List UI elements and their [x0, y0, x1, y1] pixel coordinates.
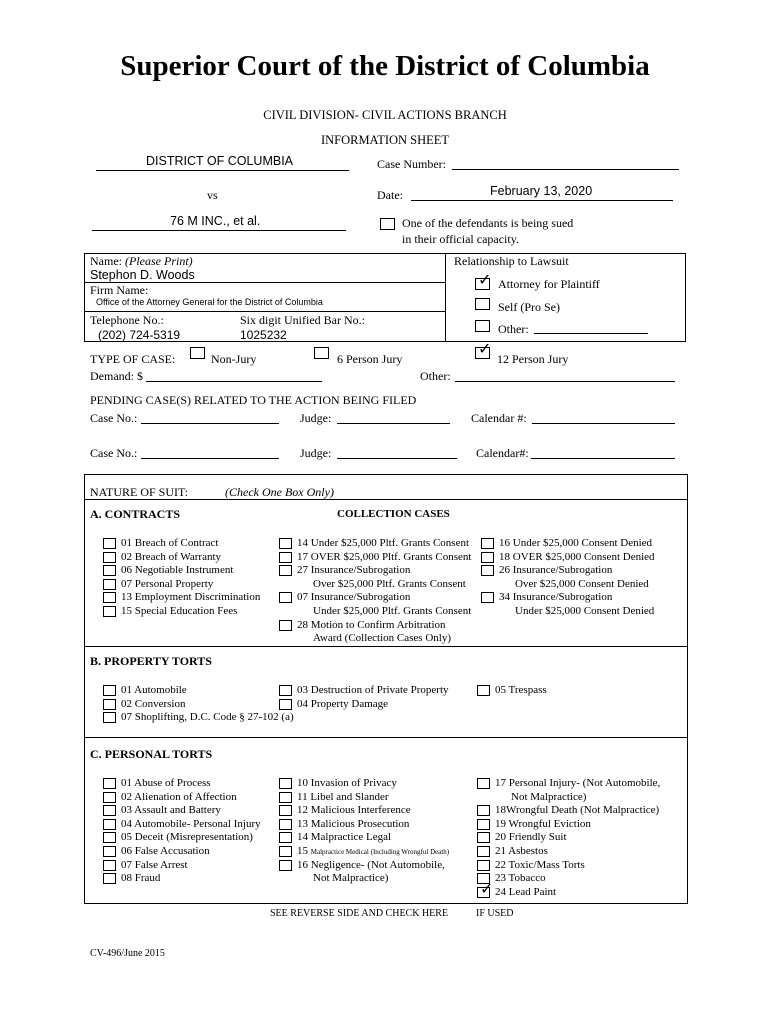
personal-col1 — [103, 777, 261, 886]
suit-checkbox[interactable] — [279, 832, 292, 843]
other-field[interactable] — [534, 333, 648, 334]
suit-checkbox[interactable] — [103, 538, 116, 549]
suit-option[interactable] — [279, 804, 449, 818]
suit-option-label: 17 Personal Injury- (Not Automobile, — [495, 777, 661, 789]
suit-option-label: 06 Negotiable Instrument — [121, 564, 234, 577]
non-jury-label: Non-Jury — [211, 352, 257, 366]
calendar-field[interactable] — [532, 423, 675, 424]
suit-option-label: 28 Motion to Confirm Arbitration — [297, 618, 446, 631]
suit-option[interactable] — [481, 591, 655, 605]
suit-option[interactable] — [103, 845, 261, 859]
suit-option[interactable] — [477, 804, 660, 818]
suit-option-label: 14 Under $25,000 Pltf. Grants Consent — [297, 537, 470, 549]
nature-label: NATURE OF SUIT: — [90, 485, 189, 499]
suit-option[interactable] — [279, 564, 471, 578]
phone-field[interactable]: (202) 724-5319 — [98, 328, 181, 342]
property-col1 — [103, 684, 294, 725]
suit-checkbox[interactable] — [279, 685, 292, 696]
suit-option[interactable] — [103, 698, 294, 712]
suit-option — [279, 872, 449, 886]
phone-label: Telephone No.: — [90, 313, 164, 327]
official-capacity-checkbox[interactable] — [380, 218, 395, 230]
suit-option-label: 15 Special Education Fees — [121, 604, 238, 617]
suit-option-label: 04 Property Damage — [297, 697, 389, 710]
suit-checkbox[interactable] — [279, 538, 292, 549]
personal-col3 — [477, 777, 660, 899]
suit-option[interactable] — [103, 684, 294, 698]
if-used-note: IF USED — [476, 908, 514, 919]
judge-field-2[interactable] — [337, 458, 457, 459]
firm-field[interactable]: Office of the Attorney General for the District of Columbia — [96, 297, 323, 307]
suit-option-label: 05 Trespass — [495, 684, 547, 696]
suit-checkbox[interactable] — [481, 538, 494, 549]
case-number-label: Case Number: — [377, 157, 446, 171]
suit-checkbox[interactable] — [103, 778, 116, 789]
suit-option[interactable] — [103, 711, 294, 725]
suit-checkbox[interactable] — [481, 552, 494, 563]
suit-checkbox[interactable] — [477, 860, 490, 871]
suit-checkbox[interactable] — [279, 778, 292, 789]
name-label: Name: (Please Print) — [90, 254, 193, 268]
suit-option-label: 04 Automobile- Personal Injury — [121, 817, 261, 830]
suit-option-label: 18 OVER $25,000 Consent Denied — [499, 550, 655, 563]
twelve-person-label: 12 Person Jury — [497, 352, 569, 366]
date-field[interactable]: February 13, 2020 — [490, 184, 593, 198]
suit-option-label: 01 Breach of Contract — [121, 537, 219, 549]
calendar-field-2[interactable] — [531, 458, 675, 459]
contracts-col2 — [279, 537, 471, 646]
collection-heading: COLLECTION CASES — [337, 508, 450, 520]
case-no-field[interactable] — [141, 423, 279, 424]
suit-option-label: 02 Breach of Warranty — [121, 550, 222, 563]
official-capacity-text-2: in their official capacity. — [402, 232, 519, 246]
suit-option[interactable] — [279, 859, 449, 873]
suit-option-label: Not Malpractice) — [313, 872, 389, 885]
suit-option-label: 01 Automobile — [121, 684, 187, 696]
other-case-field[interactable] — [455, 381, 675, 382]
suit-option[interactable] — [103, 537, 260, 551]
calendar-label-2: Calendar#: — [476, 446, 529, 460]
suit-checkbox[interactable] — [279, 552, 292, 563]
suit-checkbox[interactable] — [103, 873, 116, 884]
other-checkbox[interactable] — [475, 320, 490, 332]
suit-option-label: Under $25,000 Pltf. Grants Consent — [313, 604, 472, 617]
suit-option — [279, 632, 471, 646]
suit-option[interactable] — [103, 872, 261, 886]
suit-option-label: 12 Malicious Interference — [297, 804, 411, 817]
suit-option-label: Not Malpractice) — [511, 790, 587, 803]
case-no-label: Case No.: — [90, 411, 138, 425]
reverse-note: SEE REVERSE SIDE AND CHECK HERE — [270, 908, 449, 919]
suit-checkbox[interactable] — [103, 606, 116, 617]
suit-checkbox[interactable] — [279, 805, 292, 816]
case-no-field-2[interactable] — [141, 458, 279, 459]
contracts-col1 — [103, 537, 260, 619]
suit-checkbox[interactable] — [279, 846, 292, 857]
six-person-label: 6 Person Jury — [337, 352, 403, 366]
nature-hint: (Check One Box Only) — [225, 485, 334, 499]
non-jury-checkbox[interactable] — [190, 347, 205, 359]
suit-option[interactable] — [279, 591, 471, 605]
division-heading: CIVIL DIVISION- CIVIL ACTIONS BRANCH — [263, 108, 507, 122]
contracts-heading: A. CONTRACTS — [90, 507, 181, 521]
suit-checkbox[interactable] — [477, 805, 490, 816]
property-col3 — [477, 684, 547, 698]
case-number-field[interactable] — [452, 169, 679, 170]
suit-checkbox[interactable] — [103, 712, 116, 723]
check-icon: ✓ — [480, 878, 494, 898]
suit-option-label: Over $25,000 Pltf. Grants Consent — [313, 577, 466, 590]
suit-checkbox[interactable] — [279, 565, 292, 576]
suit-checkbox[interactable] — [477, 778, 490, 789]
suit-option[interactable] — [103, 551, 260, 565]
suit-checkbox[interactable] — [103, 699, 116, 710]
suit-checkbox[interactable] — [103, 592, 116, 603]
suit-checkbox[interactable] — [279, 792, 292, 803]
pending-heading: PENDING CASE(S) RELATED TO THE ACTION BEING FILED — [90, 393, 417, 407]
suit-option[interactable] — [279, 619, 471, 633]
suit-checkbox[interactable] — [477, 846, 490, 857]
sheet-heading: INFORMATION SHEET — [320, 133, 450, 147]
type-of-case-label: TYPE OF CASE: — [90, 352, 176, 366]
suit-checkbox[interactable] — [103, 792, 116, 803]
suit-option-label: 22 Toxic/Mass Torts — [495, 858, 585, 871]
official-capacity-text: One of the defendants is being sued — [402, 216, 574, 230]
other-label: Other: — [498, 322, 529, 336]
suit-checkbox[interactable] — [279, 819, 292, 830]
suit-option[interactable] — [279, 698, 449, 712]
suit-checkbox[interactable] — [279, 860, 292, 871]
suit-checkbox[interactable] — [103, 860, 116, 871]
suit-option[interactable] — [279, 537, 471, 551]
suit-option — [481, 578, 655, 592]
six-person-checkbox[interactable] — [314, 347, 329, 359]
suit-option-label: 20 Friendly Suit — [495, 831, 567, 844]
attorney-label: Attorney for Plaintiff — [498, 277, 600, 291]
self-label: Self (Pro Se) — [498, 300, 560, 314]
suit-option-label: 07 False Arrest — [121, 858, 188, 871]
personal-heading: C. PERSONAL TORTS — [90, 747, 213, 761]
suit-checkbox[interactable] — [103, 819, 116, 830]
suit-option-label: 19 Wrongful Eviction — [495, 817, 591, 830]
suit-option-label: 14 Malpractice Legal — [297, 831, 392, 844]
suit-option-label: 24 Lead Paint — [495, 885, 557, 898]
suit-option[interactable] — [103, 605, 260, 619]
suit-checkbox[interactable] — [477, 819, 490, 830]
suit-option-label: 07 Insurance/Subrogation — [297, 591, 411, 604]
suit-option[interactable] — [279, 831, 449, 845]
suit-option-label: 23 Tobacco — [495, 872, 546, 885]
suit-option-label: Over $25,000 Consent Denied — [515, 577, 649, 590]
suit-option[interactable] — [103, 777, 261, 791]
suit-option[interactable] — [103, 791, 261, 805]
suit-checkbox[interactable] — [103, 805, 116, 816]
suit-option-label: Award (Collection Cases Only) — [313, 632, 451, 645]
suit-option[interactable] — [477, 831, 660, 845]
suit-checkbox[interactable] — [103, 846, 116, 857]
personal-col2 — [279, 777, 449, 886]
suit-option-label: 08 Fraud — [121, 872, 161, 885]
suit-option-label: 03 Assault and Battery — [121, 804, 221, 817]
suit-option[interactable] — [279, 791, 449, 805]
suit-option[interactable] — [279, 845, 449, 859]
suit-checkbox[interactable] — [477, 685, 490, 696]
suit-checkbox[interactable] — [103, 579, 116, 590]
suit-option-label: 34 Insurance/Subrogation — [499, 591, 613, 604]
suit-checkbox[interactable] — [481, 592, 494, 603]
suit-option-label: 03 Destruction of Private Property — [297, 684, 449, 696]
relationship-label: Relationship to Lawsuit — [454, 254, 569, 268]
suit-option-label: 07 Personal Property — [121, 577, 214, 590]
suit-checkbox[interactable] — [279, 592, 292, 603]
demand-label: Demand: $ — [90, 369, 143, 383]
other-case-label: Other: — [420, 369, 451, 383]
suit-option[interactable] — [103, 578, 260, 592]
suit-option-label: 13 Employment Discrimination — [121, 591, 261, 604]
suit-option-label: 11 Libel and Slander — [297, 790, 389, 803]
property-heading: B. PROPERTY TORTS — [90, 654, 212, 668]
suit-option-label: 01 Abuse of Process — [121, 777, 211, 789]
suit-option[interactable] — [279, 777, 449, 791]
suit-option[interactable] — [481, 537, 655, 551]
suit-option[interactable] — [279, 551, 471, 565]
suit-option[interactable] — [477, 845, 660, 859]
contracts-col3 — [481, 537, 655, 619]
suit-option-label: 16 Under $25,000 Consent Denied — [499, 537, 653, 549]
suit-option-label: 17 OVER $25,000 Pltf. Grants Consent — [297, 550, 472, 563]
suit-option-label: 10 Invasion of Privacy — [297, 777, 397, 789]
suit-option[interactable] — [279, 684, 449, 698]
suit-checkbox[interactable] — [103, 552, 116, 563]
suit-checkbox[interactable] — [279, 699, 292, 710]
case-no-label-2: Case No.: — [90, 446, 138, 460]
judge-field[interactable] — [337, 423, 450, 424]
suit-option[interactable] — [103, 804, 261, 818]
suit-option-label: 13 Malicious Prosecution — [297, 817, 410, 830]
suit-option-label: 21 Asbestos — [495, 844, 548, 857]
suit-checkbox[interactable] — [103, 565, 116, 576]
judge-label: Judge: — [300, 411, 332, 425]
suit-option-label: 07 Shoplifting, D.C. Code § 27-102 (a) — [121, 711, 294, 724]
suit-option-label: 02 Alienation of Affection — [121, 790, 237, 803]
form-id: CV-496/June 2015 — [90, 948, 165, 959]
twelve-person-checkbox[interactable] — [475, 339, 492, 359]
suit-checkbox[interactable] — [477, 832, 490, 843]
suit-checkbox[interactable] — [279, 620, 292, 631]
suit-option-label-small: Malpractice Medical (Including Wrongful Death) — [310, 847, 450, 856]
suit-option-label: Under $25,000 Consent Denied — [515, 604, 655, 617]
suit-option — [481, 605, 655, 619]
check-icon: ✓ — [478, 339, 492, 358]
suit-option[interactable] — [103, 831, 261, 845]
plaintiff-field[interactable]: DISTRICT OF COLUMBIA — [146, 154, 294, 168]
suit-option[interactable] — [477, 684, 547, 698]
suit-option[interactable] — [103, 564, 260, 578]
court-title: Superior Court of the District of Columbia — [120, 50, 650, 82]
suit-option — [279, 605, 471, 619]
bar-field[interactable]: 1025232 — [240, 328, 287, 342]
suit-option[interactable] — [103, 818, 261, 832]
suit-option[interactable] — [279, 818, 449, 832]
suit-option[interactable] — [103, 591, 260, 605]
property-col2 — [279, 684, 449, 711]
self-checkbox[interactable] — [475, 298, 490, 310]
check-icon: ✓ — [478, 270, 492, 289]
suit-option[interactable] — [481, 551, 655, 565]
suit-option[interactable] — [103, 859, 261, 873]
firm-label: Firm Name: — [90, 283, 149, 297]
calendar-label: Calendar #: — [471, 411, 527, 425]
suit-checkbox[interactable] — [481, 565, 494, 576]
name-field[interactable]: Stephon D. Woods — [90, 268, 195, 282]
suit-option — [279, 578, 471, 592]
vs-label: vs — [207, 188, 218, 202]
suit-option-label: 06 False Accusation — [121, 844, 210, 857]
suit-option-label: 18Wrongful Death (Not Malpractice) — [495, 804, 660, 817]
suit-option-label: 27 Insurance/Subrogation — [297, 564, 411, 577]
judge-label-2: Judge: — [300, 446, 332, 460]
demand-field[interactable] — [146, 381, 322, 382]
suit-option[interactable] — [481, 564, 655, 578]
suit-option[interactable] — [477, 818, 660, 832]
suit-option-label: 26 Insurance/Subrogation — [499, 564, 613, 577]
suit-option[interactable] — [477, 777, 660, 791]
suit-option-label: 15 — [297, 844, 311, 857]
bar-label: Six digit Unified Bar No.: — [240, 313, 365, 327]
suit-option-label: 16 Negligence- (Not Automobile, — [297, 858, 445, 871]
suit-checkbox[interactable] — [477, 878, 494, 898]
suit-option — [477, 791, 660, 805]
suit-option-label: 02 Conversion — [121, 697, 186, 710]
date-label: Date: — [377, 188, 403, 202]
suit-option[interactable] — [477, 872, 660, 886]
suit-option-label: 05 Deceit (Misrepresentation) — [121, 831, 253, 844]
suit-checkbox[interactable] — [103, 685, 116, 696]
suit-option[interactable] — [477, 859, 660, 873]
suit-checkbox[interactable] — [103, 832, 116, 843]
defendant-field[interactable]: 76 M INC., et al. — [170, 214, 261, 228]
attorney-checkbox[interactable] — [475, 270, 492, 290]
